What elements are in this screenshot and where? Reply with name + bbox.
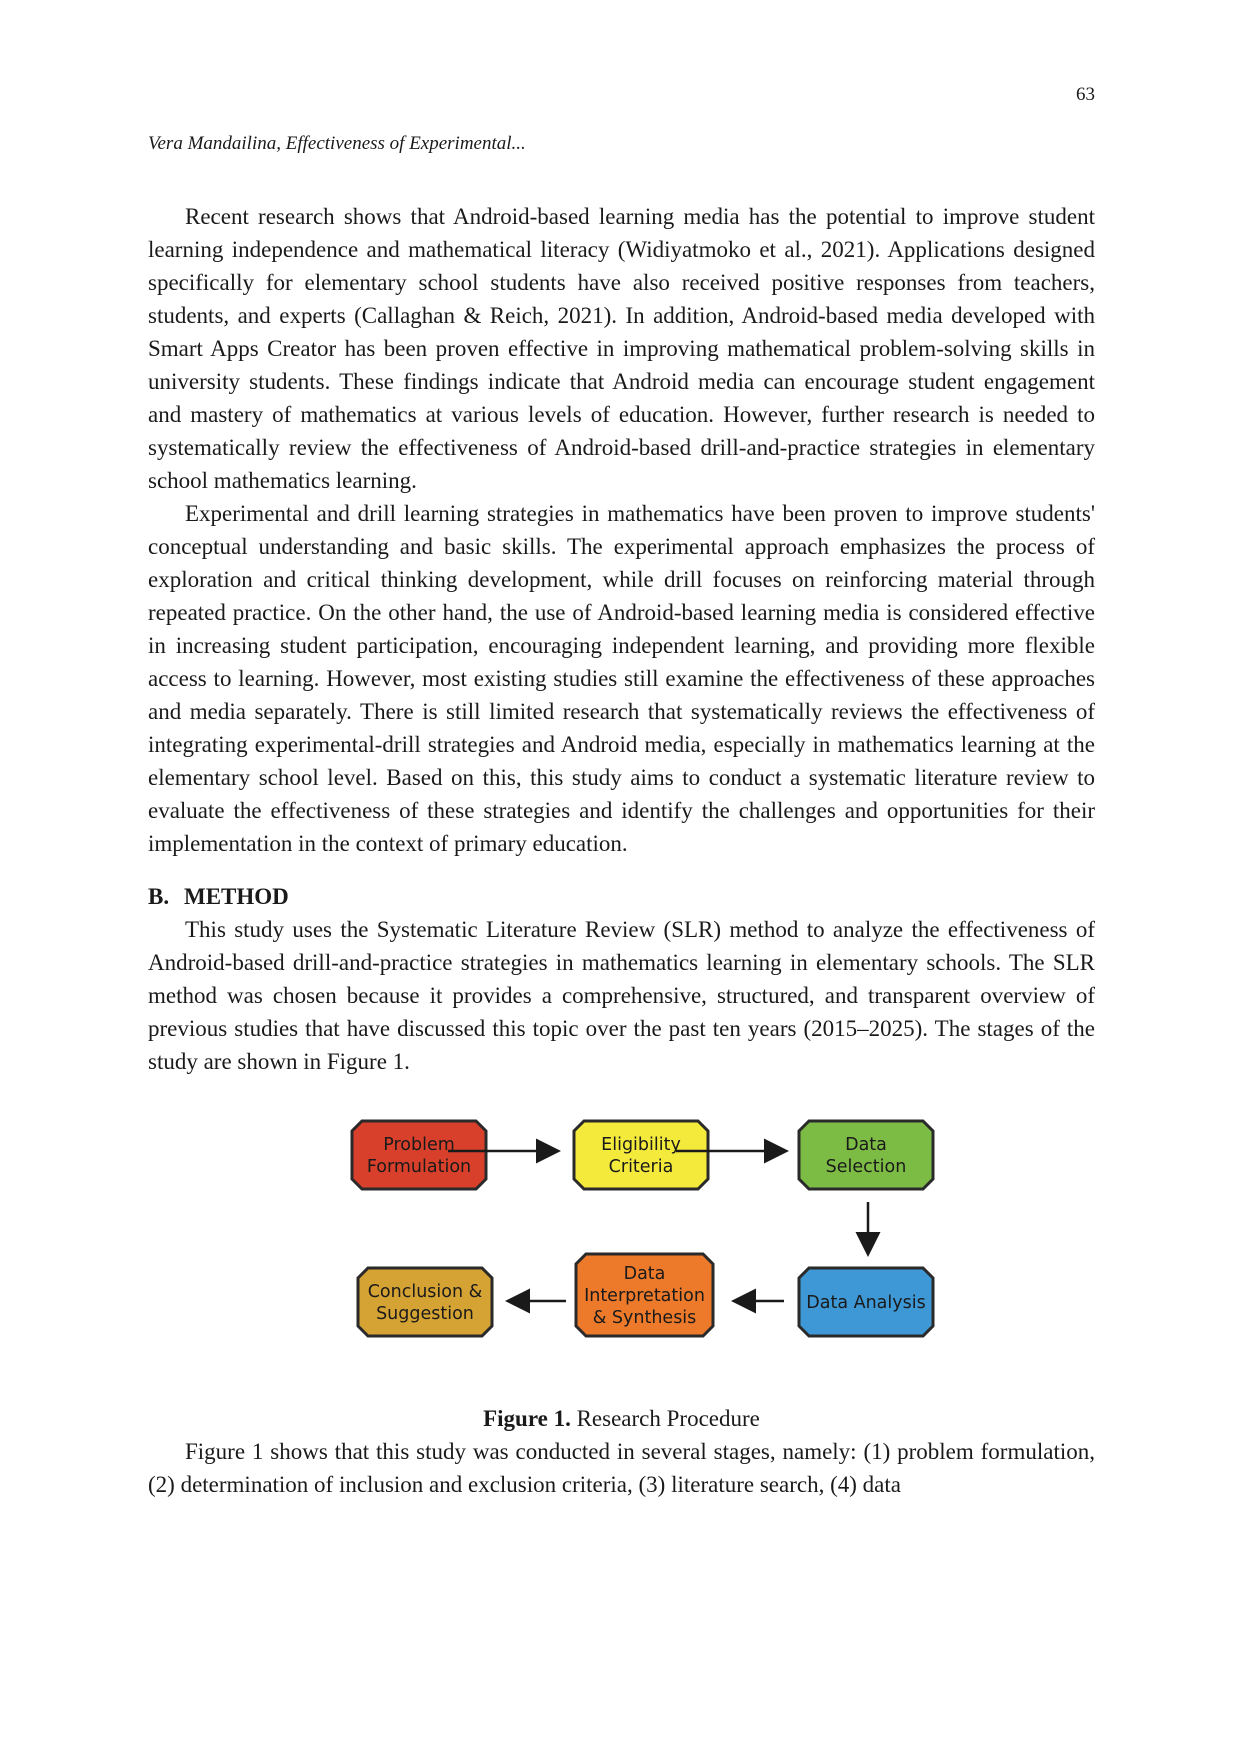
flow-step-label-5-line-2: Interpretation (584, 1286, 705, 1306)
flow-step-label-1-line-2: Formulation (366, 1157, 472, 1177)
flow-step-label-6-line-1: Conclusion & (367, 1282, 483, 1302)
method-paragraph: This study uses the Systematic Literature Review (SLR) method to analyze the effectiveness of Android-based drill-and-practice strategies in mathematics learning in elementary schools. The SLR method was chosen because it provides a comprehensive, structured, and transparent overview of previous studies that have discussed this topic over the past ten years (2015–2025). The stages of the study are shown in Figure 1. (148, 917, 1095, 1074)
figure-caption-label: Figure 1. (483, 1406, 571, 1431)
intro-paragraph-1: Recent research shows that Android-based learning media has the potential to improve student learning independence and mathematical literacy (Widiyatmoko et al., 2021). Applications designed specifically for elementary school students have also received positive responses from teachers, students, and experts (Callaghan & Reich, 2021). In addition, Android-based media developed with Smart Apps Creator has been proven effective in improving mathematical problem-solving skills in university students. These findings indicate that Android media can encourage student engagement and mastery of mathematics at various levels of education. However, further research is needed to systematically review the effectiveness of Android-based drill-and-practice strategies in elementary school mathematics learning. (148, 204, 1095, 493)
figure-caption-text: Research Procedure (570, 1406, 760, 1431)
flow-step-label-2-line-1: Eligibility (601, 1135, 681, 1155)
page-number: 63 (1076, 84, 1095, 105)
flow-step-label-5-line-3: & Synthesis (592, 1308, 697, 1328)
flow-step-label-2-line-2: Criteria (608, 1157, 674, 1177)
figure-caption (148, 1402, 1095, 1435)
flow-step-label-3-line-1: Data (845, 1135, 887, 1155)
main-content (148, 200, 1095, 1501)
flow-step-box-6 (358, 1268, 492, 1336)
flow-step-box-3 (799, 1121, 933, 1189)
flow-step-label-6-line-2: Suggestion (376, 1304, 474, 1324)
section-heading-method (148, 880, 1095, 913)
section-title: METHOD (184, 884, 289, 909)
intro-paragraph-2: Experimental and drill learning strategies in mathematics have been proven to improve students' conceptual understanding and basic skills. The experimental approach emphasizes the process of exploration and critical thinking development, while drill focuses on reinforcing material through repeated practice. On the other hand, the use of Android-based learning media is considered effective in increasing student participation, encouraging independent learning, and providing more flexible access to learning. However, most existing studies still examine the effectiveness of these approaches and media separately. There is still limited research that systematically reviews the effectiveness of integrating experimental-drill strategies and Android media, especially in mathematics learning at the elementary school level. Based on this, this study aims to conduct a systematic literature review to evaluate the effectiveness of these strategies and identify the challenges and opportunities for their implementation in the context of primary education. (148, 501, 1095, 856)
running-header: Vera Mandailina, Effectiveness of Experimental... (148, 133, 526, 154)
flow-step-label-1-line-1: Problem (383, 1135, 455, 1155)
section-number: B. (148, 884, 170, 909)
flow-step-box-2 (574, 1121, 708, 1189)
flow-step-label-5-line-1: Data (623, 1264, 666, 1284)
flow-step-label-4-line-1: Data Analysis (806, 1293, 926, 1313)
flow-step-label-3-line-2: Selection (825, 1157, 907, 1177)
final-paragraph: Figure 1 shows that this study was conducted in several stages, namely: (1) problem formulation, (2) determination of inclusion and exclusion criteria, (3) literature search, (4) data (148, 1439, 1095, 1497)
flow-step-box-1 (352, 1121, 486, 1189)
figure-research-procedure (148, 1102, 1095, 1402)
flowchart (148, 1102, 1095, 1402)
